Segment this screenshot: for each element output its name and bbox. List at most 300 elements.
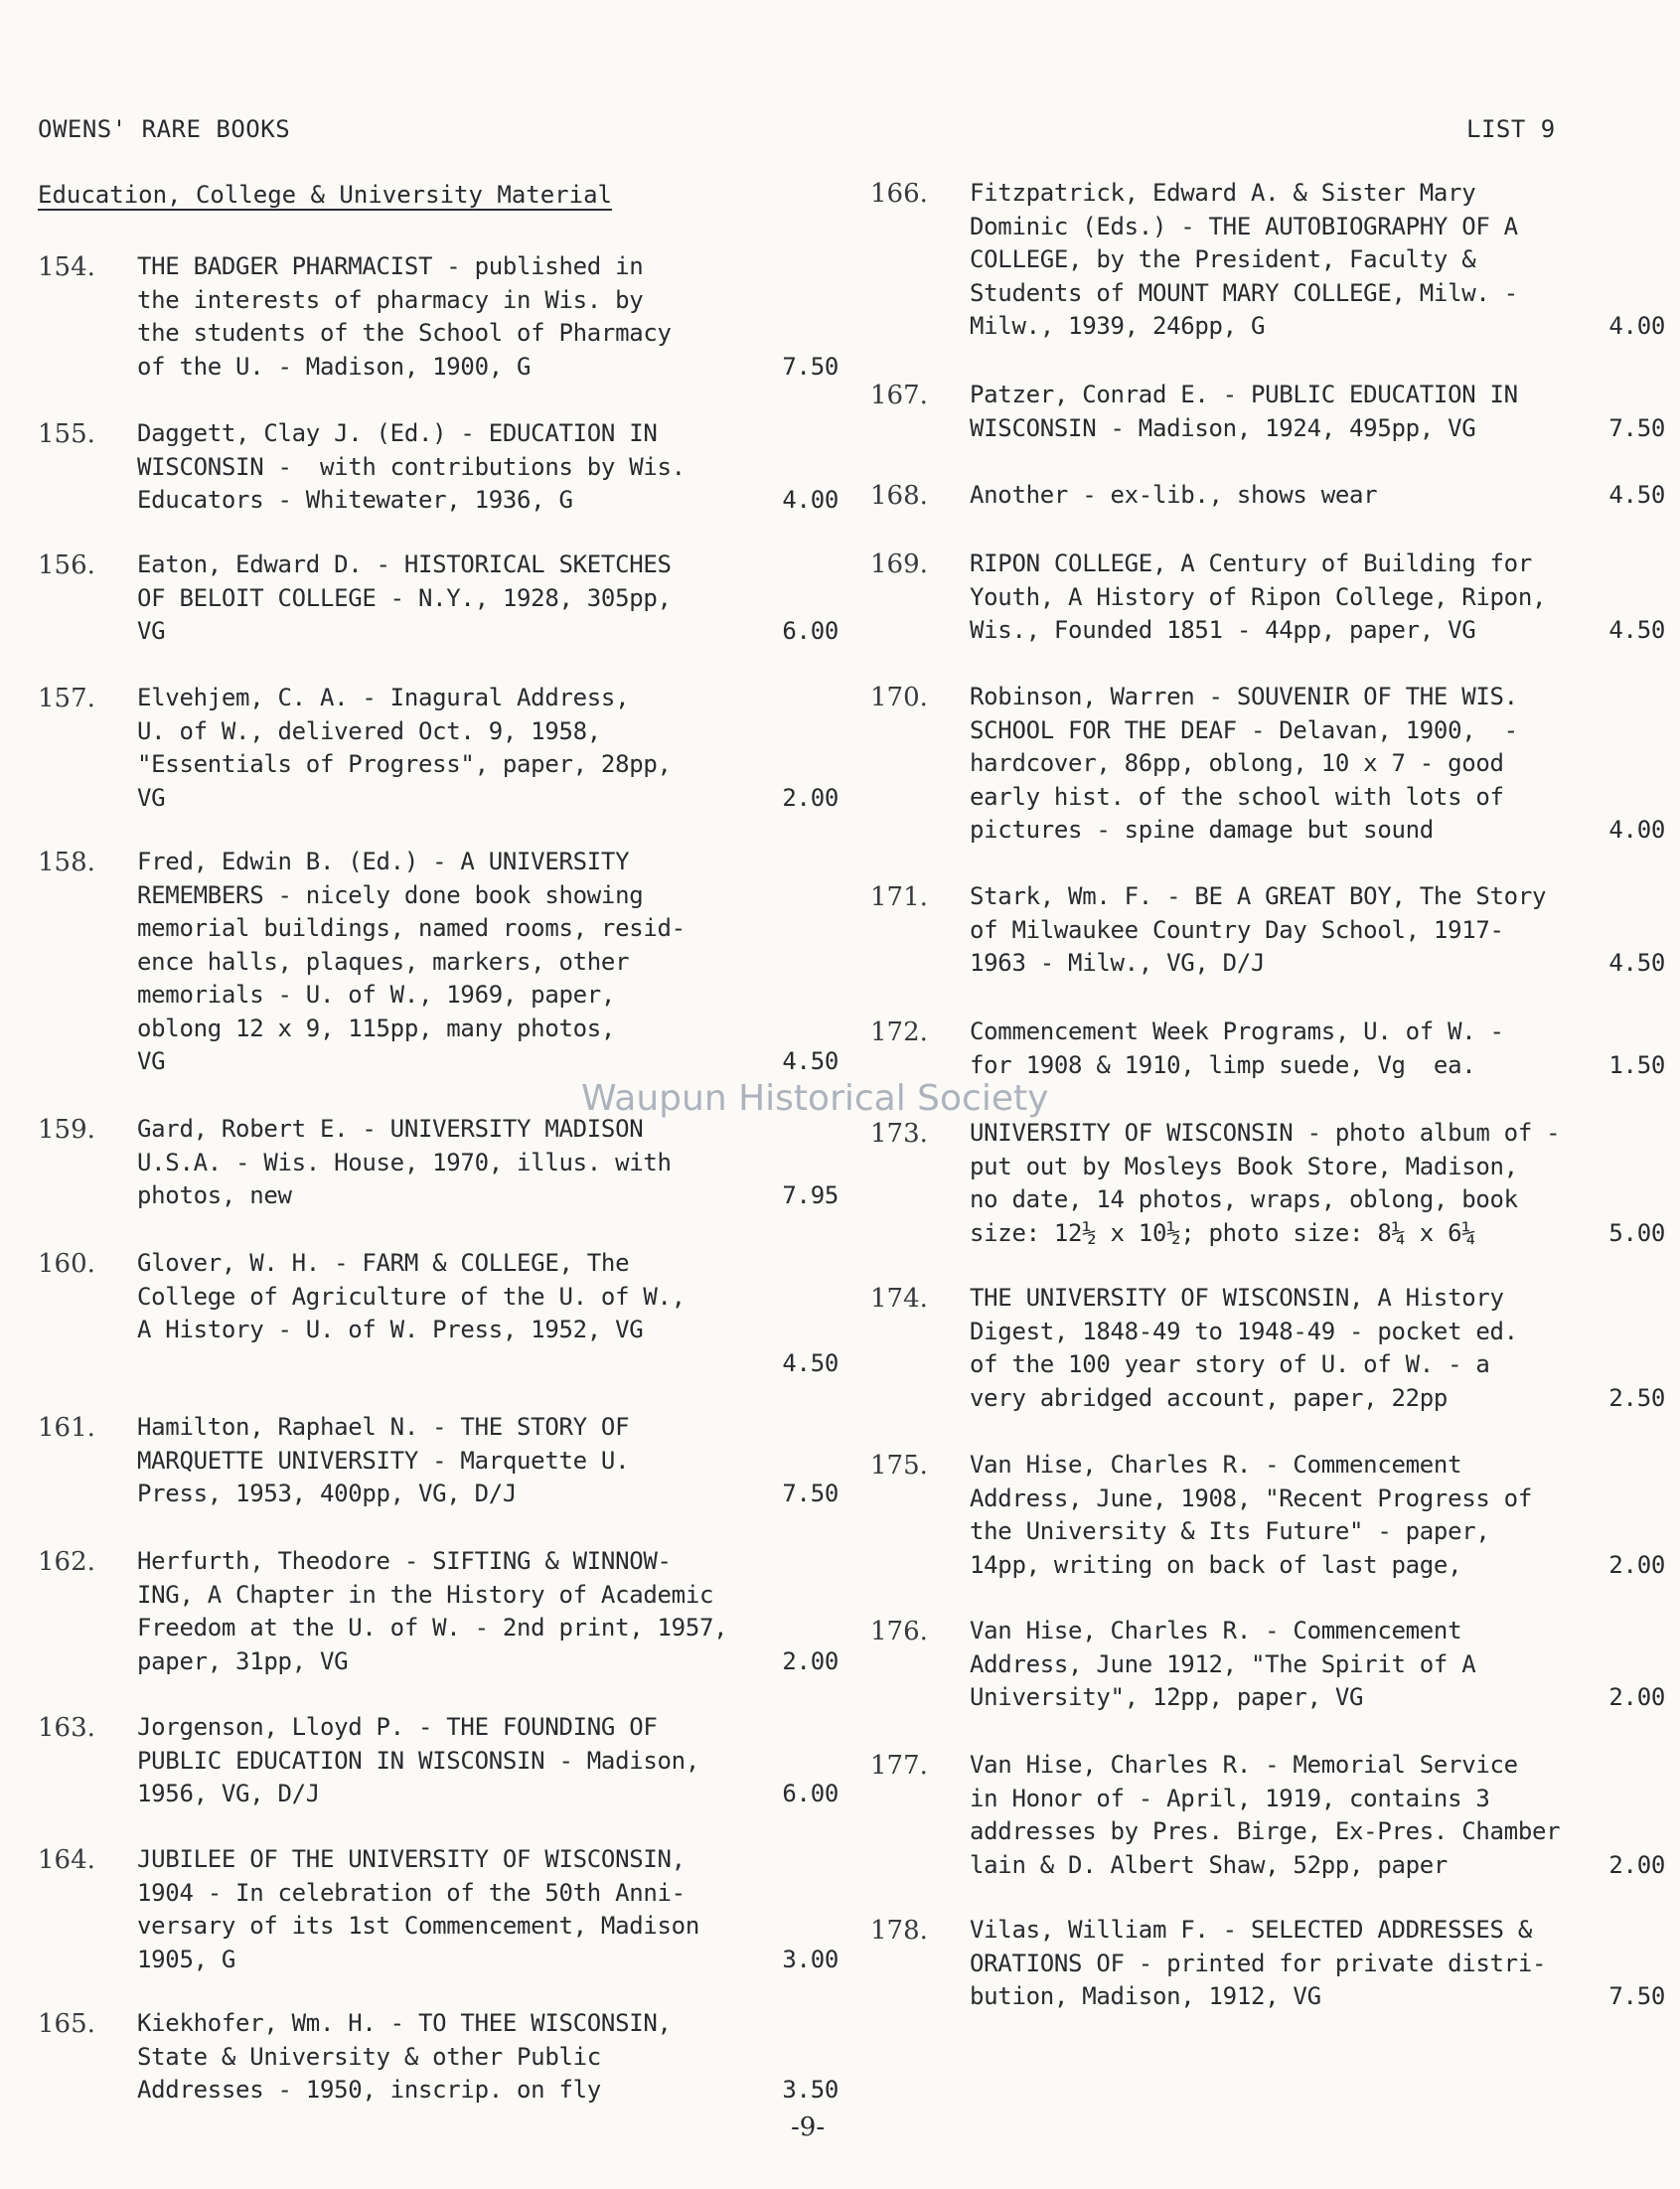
entry-text	[970, 1914, 1665, 2014]
entry-line	[970, 714, 1665, 748]
entry-description: Van Hise, Charles R. - Commencement	[970, 1617, 1462, 1644]
entry-description: the University & Its Future" - paper,	[970, 1517, 1490, 1545]
entry-number: 168.	[870, 481, 928, 511]
entry-description: of the U. - Madison, 1900, G	[137, 352, 532, 381]
entry-description: the students of the School of Pharmacy	[137, 319, 672, 347]
entry-line	[137, 1045, 839, 1079]
entry-text	[970, 880, 1665, 981]
entry-line	[970, 880, 1665, 914]
entry-description: versary of its 1st Commencement, Madison	[137, 1912, 699, 1940]
entry-price	[829, 317, 839, 351]
entry-description: Fitzpatrick, Edward A. & Sister Mary	[970, 179, 1476, 207]
entry-number: 169.	[870, 549, 928, 579]
entry-price	[829, 1612, 839, 1645]
entry-description: pictures - spine damage but sound	[970, 816, 1434, 844]
entry-price	[1655, 1151, 1665, 1184]
entry-price	[1655, 547, 1665, 581]
entry-price: 6.00	[782, 1780, 839, 1807]
entry-description: Dominic (Eds.) - THE AUTOBIOGRAPHY OF A	[970, 212, 1518, 240]
section-title: Education, College & University Material	[38, 181, 612, 209]
entry-line	[137, 1645, 839, 1679]
entry-line	[137, 879, 839, 913]
entry-description: oblong 12 x 9, 115pp, many photos,	[137, 1014, 616, 1042]
entry-line	[970, 814, 1665, 848]
entry-price	[1655, 1016, 1665, 1049]
entry-description: hardcover, 86pp, oblong, 10 x 7 - good	[970, 749, 1504, 777]
entry-number: 171.	[870, 882, 928, 912]
entry-price	[1655, 1948, 1665, 1981]
entry-description: Fred, Edwin B. (Ed.) - A UNIVERSITY	[137, 848, 630, 875]
entry-line	[137, 615, 839, 649]
entry-description: U.S.A. - Wis. House, 1970, illus. with	[137, 1148, 672, 1176]
entry-price	[829, 1877, 839, 1911]
entry-number: 177.	[870, 1751, 928, 1781]
entry-description: Address, June 1912, "The Spirit of A	[970, 1649, 1476, 1678]
entry-number: 161.	[38, 1413, 95, 1443]
entry-price	[829, 1745, 839, 1779]
entry-line	[137, 1843, 839, 1877]
entry-line	[970, 1348, 1665, 1382]
entry-description: PUBLIC EDUCATION IN WISCONSIN - Madison,	[137, 1746, 699, 1775]
entry-description: WISCONSIN - Madison, 1924, 495pp, VG	[970, 413, 1476, 442]
entry-number: 164.	[38, 1845, 95, 1875]
entry-line	[137, 1411, 839, 1445]
entry-description: ING, A Chapter in the History of Academic	[137, 1580, 714, 1609]
entry-text	[970, 1615, 1665, 1715]
entry-description: Gard, Robert E. - UNIVERSITY MADISON	[137, 1115, 644, 1143]
entry-line	[970, 1151, 1665, 1184]
entry-price: 4.50	[782, 1348, 839, 1377]
entry-line	[970, 781, 1665, 815]
entry-text	[137, 1843, 839, 1976]
entry-line	[970, 747, 1665, 781]
entry-description: Addresses - 1950, inscrip. on fly	[137, 2076, 601, 2104]
entry-price: 4.50	[1608, 949, 1665, 977]
entry-line	[137, 715, 839, 749]
entry-description: College of Agriculture of the U. of W.,	[137, 1282, 686, 1311]
entry-price: 2.50	[1608, 1383, 1665, 1412]
entry-price	[1655, 1648, 1665, 1682]
entry-line	[137, 417, 839, 451]
entry-description: 14pp, writing on back of last page,	[970, 1550, 1462, 1579]
entry-price	[1655, 781, 1665, 815]
entry-text	[970, 1016, 1665, 1082]
entry-price	[829, 1314, 839, 1347]
entry-price: 1.50	[1608, 1050, 1665, 1079]
entry-text	[137, 1545, 839, 1678]
entry-description: 1905, G	[137, 1945, 236, 1973]
entry-line	[970, 1980, 1665, 2014]
entry-line	[137, 946, 839, 980]
entry-price: 7.95	[782, 1181, 839, 1209]
entry-description: Digest, 1848-49 to 1948-49 - pocket ed.	[970, 1317, 1518, 1345]
entry-line	[970, 1681, 1665, 1715]
entry-price	[829, 451, 839, 485]
entry-price	[1655, 1783, 1665, 1816]
entry-text	[970, 177, 1665, 344]
entry-description: early hist. of the school with lots of	[970, 782, 1504, 811]
list-number: LIST 9	[1466, 115, 1556, 143]
entry-description: 1956, VG, D/J	[137, 1780, 320, 1807]
entry-line	[970, 1615, 1665, 1648]
entry-text	[970, 1117, 1665, 1250]
entry-line	[137, 1147, 839, 1180]
entry-description: lain & D. Albert Shaw, 52pp, paper	[970, 1850, 1449, 1879]
entry-price: 2.00	[1608, 1850, 1665, 1879]
entry-line	[970, 379, 1665, 412]
entry-price	[829, 1711, 839, 1745]
entry-price	[829, 417, 839, 451]
entry-price	[1655, 714, 1665, 748]
entry-line	[137, 1745, 839, 1779]
entry-price	[1655, 880, 1665, 914]
entry-line	[137, 582, 839, 616]
entry-price	[1655, 379, 1665, 412]
entry-line	[137, 1478, 839, 1511]
entry-line	[137, 1910, 839, 1944]
entry-text	[137, 1247, 839, 1380]
watermark: Waupun Historical Society	[581, 1078, 1049, 1119]
entry-line	[970, 277, 1665, 311]
entry-price: 4.00	[1608, 312, 1665, 340]
entry-price	[1655, 243, 1665, 277]
entry-line	[970, 1183, 1665, 1217]
entry-description: Youth, A History of Ripon College, Ripon,	[970, 582, 1547, 611]
entry-description: Wis., Founded 1851 - 44pp, paper, VG	[970, 616, 1476, 644]
entry-price	[829, 1445, 839, 1479]
entry-price	[1655, 747, 1665, 781]
entry-line	[970, 1217, 1665, 1251]
entry-description: for 1908 & 1910, limp suede, Vg ea.	[970, 1050, 1476, 1079]
entry-description: Robinson, Warren - SOUVENIR OF THE WIS.	[970, 683, 1518, 710]
entry-line	[137, 748, 839, 782]
entry-text	[970, 547, 1665, 648]
entry-description: put out by Mosleys Book Store, Madison,	[970, 1152, 1518, 1180]
entry-line	[970, 914, 1665, 948]
entry-price	[1655, 177, 1665, 211]
entry-text	[137, 846, 839, 1079]
entry-line	[137, 351, 839, 385]
entry-price	[829, 1411, 839, 1445]
entry-description: paper, 31pp, VG	[137, 1646, 349, 1675]
dealer-name: OWENS' RARE BOOKS	[38, 115, 291, 143]
entry-text	[137, 417, 839, 518]
entry-description: in Honor of - April, 1919, contains 3	[970, 1784, 1490, 1812]
entry-line	[137, 1612, 839, 1645]
entry-price	[829, 846, 839, 879]
entry-description: Jorgenson, Lloyd P. - THE FOUNDING OF	[137, 1713, 658, 1741]
entry-price: 4.50	[782, 1047, 839, 1075]
entry-price	[1655, 681, 1665, 714]
entry-description: Herfurth, Theodore - SIFTING & WINNOW-	[137, 1547, 672, 1575]
entry-description: the interests of pharmacy in Wis. by	[137, 285, 644, 314]
entry-line	[137, 1347, 839, 1381]
entry-description: Educators - Whitewater, 1936, G	[137, 486, 573, 514]
entry-number: 178.	[870, 1916, 928, 1946]
entry-line	[137, 2007, 839, 2041]
entry-description: Address, June, 1908, "Recent Progress of	[970, 1484, 1532, 1512]
entry-description: VG	[137, 1047, 166, 1075]
entry-line	[970, 681, 1665, 714]
entry-description: Kiekhofer, Wm. H. - TO THEE WISCONSIN,	[137, 2009, 672, 2037]
entry-text	[137, 548, 839, 649]
entry-line	[970, 310, 1665, 344]
entry-line	[137, 682, 839, 715]
entry-text	[137, 2007, 839, 2108]
entry-number: 173.	[870, 1119, 928, 1149]
entry-number: 163.	[38, 1713, 95, 1743]
entry-line	[137, 1944, 839, 1977]
entry-description: memorials - U. of W., 1969, paper,	[137, 981, 616, 1009]
entry-description: Van Hise, Charles R. - Commencement	[970, 1451, 1462, 1479]
entry-description: ORATIONS OF - printed for private distri-	[970, 1949, 1547, 1977]
entry-line	[970, 1282, 1665, 1316]
entry-price: 4.50	[1608, 481, 1665, 509]
entry-line	[970, 1783, 1665, 1816]
entry-line	[137, 451, 839, 485]
entry-line	[970, 1815, 1665, 1849]
entry-description: photos, new	[137, 1181, 292, 1209]
entry-number: 166.	[870, 179, 928, 209]
entry-description: Hamilton, Raphael N. - THE STORY OF	[137, 1413, 630, 1441]
entry-description: State & University & other Public	[137, 2042, 601, 2071]
entry-price: 7.50	[782, 352, 839, 381]
entry-price	[1655, 581, 1665, 615]
entry-price	[829, 284, 839, 318]
entry-price	[829, 748, 839, 782]
entry-text	[970, 1749, 1665, 1882]
entry-line	[970, 1515, 1665, 1549]
entry-line	[137, 2074, 839, 2108]
entry-price: 2.00	[1608, 1550, 1665, 1579]
entry-price	[829, 1281, 839, 1315]
entry-line	[970, 581, 1665, 615]
entry-number: 167.	[870, 381, 928, 410]
entry-text	[137, 1411, 839, 1511]
entry-description: "Essentials of Progress", paper, 28pp,	[137, 750, 672, 778]
entry-description: Daggett, Clay J. (Ed.) - EDUCATION IN	[137, 419, 658, 447]
entry-price: 2.00	[782, 1646, 839, 1675]
entry-line	[137, 912, 839, 946]
entry-price	[829, 2007, 839, 2041]
entry-description: SCHOOL FOR THE DEAF - Delavan, 1900, -	[970, 715, 1518, 744]
entry-line	[970, 614, 1665, 648]
entry-description: 1904 - In celebration of the 50th Anni-	[137, 1878, 686, 1907]
entry-description: VG	[137, 783, 166, 812]
entry-description: 1963 - Milw., VG, D/J	[970, 949, 1266, 977]
entry-line	[137, 1545, 839, 1579]
entry-price	[1655, 1316, 1665, 1349]
entry-price	[1655, 1815, 1665, 1849]
entry-description: U. of W., delivered Oct. 9, 1958,	[137, 716, 601, 745]
entry-line	[970, 412, 1665, 446]
entry-text	[970, 1282, 1665, 1415]
entry-price	[829, 715, 839, 749]
entry-description: Stark, Wm. F. - BE A GREAT BOY, The Story	[970, 882, 1547, 910]
entry-line	[137, 484, 839, 518]
entry-description: UNIVERSITY OF WISCONSIN - photo album of -	[970, 1119, 1561, 1147]
entry-text	[970, 681, 1665, 848]
entry-price	[1655, 1914, 1665, 1948]
entry-price	[829, 879, 839, 913]
entry-line	[970, 1049, 1665, 1083]
entry-line	[970, 1749, 1665, 1783]
entry-description: COLLEGE, by the President, Faculty &	[970, 245, 1476, 273]
entry-number: 159.	[38, 1115, 95, 1145]
entry-price: 4.00	[782, 486, 839, 514]
entry-number: 155.	[38, 419, 95, 449]
entry-description: University", 12pp, paper, VG	[970, 1683, 1364, 1711]
entry-line	[137, 548, 839, 582]
entry-price: 3.00	[782, 1945, 839, 1973]
entry-line	[137, 1711, 839, 1745]
entry-description: Van Hise, Charles R. - Memorial Service	[970, 1751, 1518, 1779]
entry-description: Commencement Week Programs, U. of W. -	[970, 1017, 1504, 1045]
entry-price	[1655, 1183, 1665, 1217]
entry-line	[137, 1314, 839, 1347]
entry-price	[1655, 1749, 1665, 1783]
entry-description: A History - U. of W. Press, 1952, VG	[137, 1316, 644, 1343]
entry-description: ence halls, plaques, markers, other	[137, 947, 630, 976]
entry-line	[137, 250, 839, 284]
entry-line	[137, 782, 839, 816]
entry-description: Press, 1953, 400pp, VG, D/J	[137, 1480, 518, 1507]
entry-price	[1655, 1282, 1665, 1316]
entry-description: Glover, W. H. - FARM & COLLEGE, The	[137, 1249, 630, 1277]
entry-price	[829, 946, 839, 980]
entry-description: THE UNIVERSITY OF WISCONSIN, A History	[970, 1284, 1504, 1312]
entry-line	[970, 1549, 1665, 1583]
entry-line	[970, 1914, 1665, 1948]
entry-description: Vilas, William F. - SELECTED ADDRESSES &	[970, 1916, 1532, 1944]
entry-price	[1655, 914, 1665, 948]
entry-line	[970, 1449, 1665, 1483]
entry-price	[829, 979, 839, 1013]
entry-price: 7.50	[1608, 413, 1665, 442]
entry-description: VG	[137, 617, 166, 645]
entry-number: 156.	[38, 550, 95, 580]
entry-description: OF BELOIT COLLEGE - N.Y., 1928, 305pp,	[137, 583, 672, 612]
entry-description: Freedom at the U. of W. - 2nd print, 1957,	[137, 1614, 728, 1642]
entry-line	[970, 211, 1665, 244]
entry-price	[829, 1013, 839, 1046]
entry-line	[970, 1016, 1665, 1049]
entry-number: 175.	[870, 1451, 928, 1481]
entry-line	[137, 1877, 839, 1911]
entry-line	[970, 1948, 1665, 1981]
entry-description: MARQUETTE UNIVERSITY - Marquette U.	[137, 1446, 630, 1475]
entry-description: Patzer, Conrad E. - PUBLIC EDUCATION IN	[970, 381, 1518, 408]
entry-price	[829, 548, 839, 582]
entry-price	[829, 1247, 839, 1281]
entry-description: REMEMBERS - nicely done book showing	[137, 880, 644, 909]
entry-description: memorial buildings, named rooms, resid-	[137, 914, 686, 942]
entry-text	[137, 1113, 839, 1213]
entry-price	[829, 912, 839, 946]
entry-description: Another - ex-lib., shows wear	[970, 481, 1378, 509]
entry-price: 4.00	[1608, 816, 1665, 844]
entry-price	[829, 582, 839, 616]
entry-price	[829, 2041, 839, 2075]
entry-line	[137, 1247, 839, 1281]
entry-price	[1655, 277, 1665, 311]
entry-price	[1655, 1515, 1665, 1549]
entry-number: 174.	[870, 1284, 928, 1314]
entry-line	[970, 1382, 1665, 1416]
entry-line	[137, 1281, 839, 1315]
entry-price	[829, 1579, 839, 1613]
entry-price: 5.00	[1608, 1218, 1665, 1247]
entry-number: 165.	[38, 2009, 95, 2039]
entry-price	[829, 1545, 839, 1579]
entry-description: Eaton, Edward D. - HISTORICAL SKETCHES	[137, 550, 672, 578]
entry-description: very abridged account, paper, 22pp	[970, 1383, 1449, 1412]
entry-description: WISCONSIN - with contributions by Wis.	[137, 452, 686, 481]
entry-description: RIPON COLLEGE, A Century of Building for	[970, 549, 1532, 577]
entry-price: 6.00	[782, 617, 839, 645]
entry-price: 2.00	[782, 783, 839, 812]
entry-description: no date, 14 photos, wraps, oblong, book	[970, 1185, 1518, 1213]
entry-price	[829, 1147, 839, 1180]
entry-description: of the 100 year story of U. of W. - a	[970, 1350, 1490, 1378]
entry-price	[1655, 1348, 1665, 1382]
entry-description: Milw., 1939, 246pp, G	[970, 312, 1266, 340]
entry-line	[970, 479, 1665, 513]
entry-description: size: 12½ x 10½; photo size: 8¼ x 6¼	[970, 1218, 1476, 1247]
entry-description: bution, Madison, 1912, VG	[970, 1982, 1321, 2010]
entry-text	[970, 479, 1665, 513]
entry-line	[137, 1579, 839, 1613]
entry-line	[970, 243, 1665, 277]
entry-line	[970, 947, 1665, 981]
entry-number: 154.	[38, 252, 95, 282]
entry-line	[137, 1445, 839, 1479]
entry-price: 7.50	[782, 1480, 839, 1507]
entry-line	[137, 846, 839, 879]
entry-line	[137, 317, 839, 351]
entry-description: JUBILEE OF THE UNIVERSITY OF WISCONSIN,	[137, 1845, 686, 1873]
entry-number: 172.	[870, 1017, 928, 1047]
entry-number: 157.	[38, 684, 95, 713]
entry-line	[137, 2041, 839, 2075]
entry-number: 176.	[870, 1617, 928, 1646]
entry-line	[970, 547, 1665, 581]
entry-text	[137, 1711, 839, 1811]
entry-line	[137, 979, 839, 1013]
entry-line	[137, 284, 839, 318]
entry-price	[1655, 1483, 1665, 1516]
entry-price	[829, 1843, 839, 1877]
entry-price: 7.50	[1608, 1982, 1665, 2010]
entry-description: addresses by Pres. Birge, Ex-Pres. Chamber	[970, 1817, 1561, 1845]
entry-line	[970, 177, 1665, 211]
entry-price	[829, 682, 839, 715]
entry-price	[1655, 211, 1665, 244]
entry-line	[137, 1778, 839, 1811]
entry-price	[829, 1910, 839, 1944]
entry-price	[1655, 1615, 1665, 1648]
entry-number: 158.	[38, 848, 95, 877]
entry-line	[137, 1179, 839, 1213]
entry-line	[970, 1117, 1665, 1151]
entry-description: THE BADGER PHARMACIST - published in	[137, 252, 644, 280]
entry-text	[970, 1449, 1665, 1582]
entry-line	[137, 1013, 839, 1046]
entry-number: 162.	[38, 1547, 95, 1577]
entry-price	[1655, 1117, 1665, 1151]
entry-price	[1655, 1449, 1665, 1483]
entry-line	[970, 1316, 1665, 1349]
